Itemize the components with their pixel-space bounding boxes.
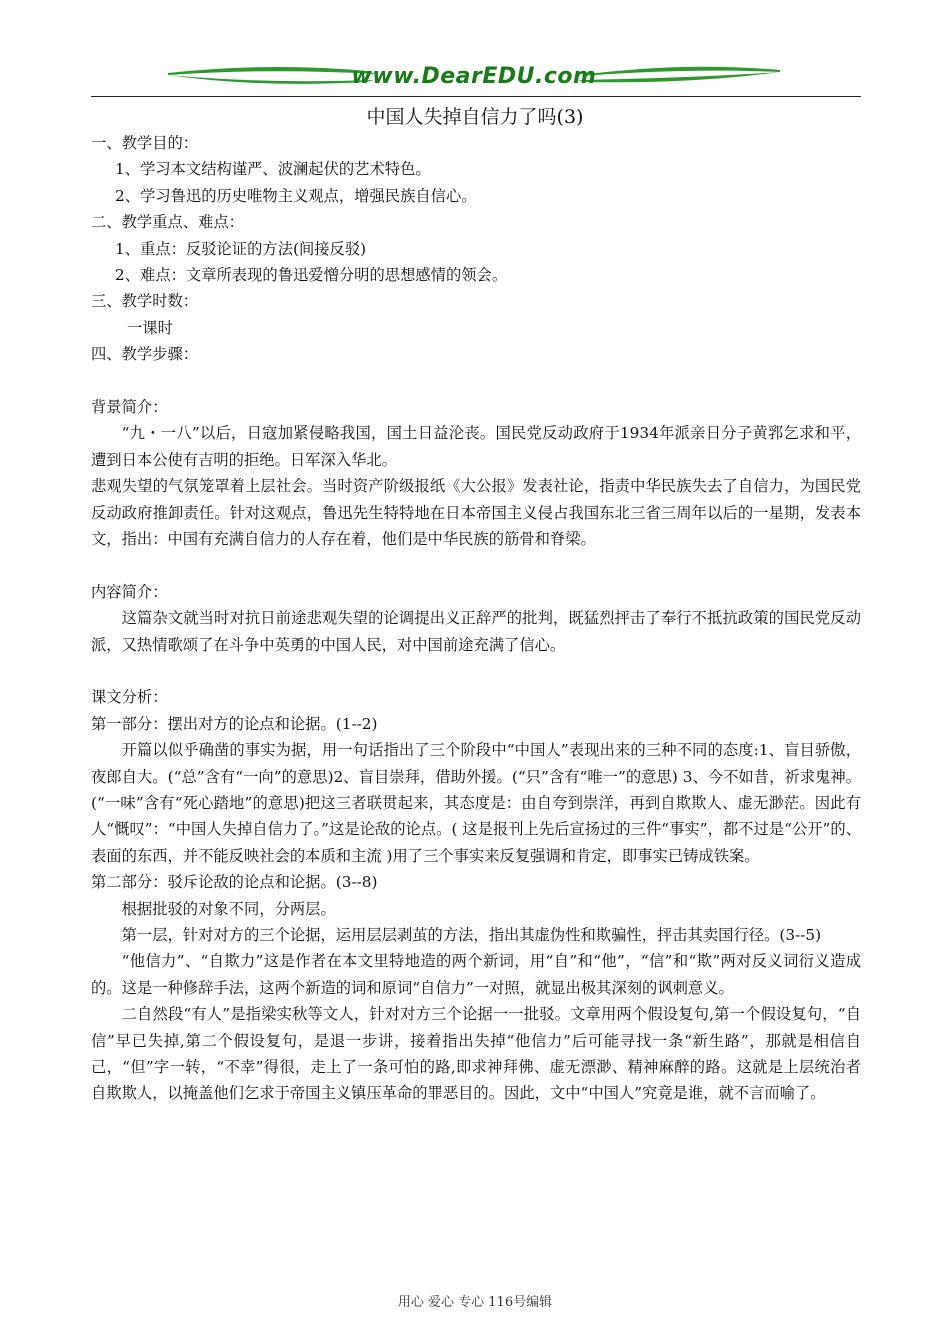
logo-text: www.DearEDU.com [351,64,597,89]
document-body [91,130,861,1107]
background-paragraph-2: 悲观失望的气氛笼罩着上层社会。当时资产阶级报纸《大公报》发表社论，指责中华民族失去了自信力，为国民党反动政府推卸责任。针对这观点，鲁迅先生特特地在日本帝国主义侵占我国东北三省三周年以后的一星期，发表本文，指出：中国有充满自信力的人存在着，他们是中华民族的筋骨和脊梁。 [91,477,861,548]
content-intro-paragraph: 这篇杂文就当时对抗日前途悲观失望的论调提出义正辞严的批判，既猛烈抨击了奉行不抵抗政策的国民党反动派，又热情歌颂了在斗争中英勇的中国人民，对中国前途充满了信心。 [91,609,861,654]
part2-paragraph-1: 根据批驳的对象不同，分两层。 [121,899,336,918]
section-heading-steps: 四、教学步骤： [91,345,199,364]
objective-item-1: 1、学习本文结构谨严、波澜起伏的艺术特色。 [115,160,431,179]
header-divider [91,96,861,97]
section-heading-key-points: 二、教学重点、难点： [91,213,244,232]
page-footer: 用心 爱心 专心 116号编辑 [397,1295,553,1310]
background-paragraph-1: “九・一八”以后，日寇加紧侵略我国，国土日益沦丧。国民党反动政府于1934年派亲日分子黄郛乞求和平，遭到日本公使有吉明的拒绝。日军深入华北。 [91,424,861,469]
part1-heading: 第一部分：摆出对方的论点和论据。(1--2) [91,714,378,733]
background-heading: 背景简介： [91,397,168,416]
page-title: 中国人失掉自信力了吗(3) [366,106,584,128]
spacer [91,368,861,394]
key-point-item-2: 2、难点：文章所表现的鲁迅爱憎分明的思想感情的领会。 [115,265,508,284]
hours-item: 一课时 [127,318,173,337]
site-logo[interactable] [168,62,780,96]
part2-heading: 第二部分：驳斥论敌的论点和论据。(3--8) [91,873,378,892]
key-point-item-1: 1、重点：反驳论证的方法(间接反驳) [115,239,367,258]
content-intro-heading: 内容简介： [91,582,168,601]
part2-paragraph-4: 二自然段“有人”是指梁实秋等文人，针对对方三个论据一一批驳。文章用两个假设复句,第一个假设复句，“自信”早已失掉,第二个假设复句，是退一步讲，接着指出失掉“他信力”后可能寻找一条“新生路”，那就是相信自己，“但”字一转，“不幸”得很，走上了一条可怕的路,即求神拜佛、虚无漂渺、精神麻醉的路。这就是上层统治者自欺欺人，以掩盖他们乞求于帝国主义镇压革命的罪恶目的。因此，文中“中国人”究竟是谁，就不言而喻了。 [91,1005,861,1103]
section-heading-hours: 三、教学时数： [91,292,199,311]
part2-paragraph-3: “他信力”、“自欺力”这是作者在本文里特地造的两个新词，用“自”和“他”，“信”和“欺”两对反义词衍义造成的。这是一种修辞手法，这两个新造的词和原词“自信力”一对照，就显出极其深刻的讽刺意义。 [91,952,861,997]
spacer [91,658,861,684]
spacer [91,552,861,578]
objective-item-2: 2、学习鲁迅的历史唯物主义观点，增强民族自信心。 [115,186,477,205]
section-heading-objectives: 一、教学目的： [91,134,199,152]
analysis-heading: 课文分析： [91,688,168,707]
part2-paragraph-2: 第一层，针对对方的三个论据，运用层层剥茧的方法，指出其虚伪性和欺骗性，抨击其卖国行径。(3--5) [121,925,822,944]
part1-paragraph: 开篇以似乎确凿的事实为据，用一句话指出了三个阶段中“中国人”表现出来的三种不同的态度:1、盲目骄傲，夜郎自大。(“总”含有“一向”的意思)2、盲目崇拜，借助外援。(“只”含有“唯一”的意思) 3、今不如昔，祈求鬼神。(“一味”含有“死心踏地”的意思)把这三者联贯起来，其态度是：由自夸到崇洋，再到自欺欺人、虚无渺茫。因此有人“慨叹”：“中国人失掉自信力了。”这是论敌的论点。( 这是报刊上先后宣扬过的三件“事实”，都不过是“公开”的、表面的东西，并不能反映社会的本质和主流 )用了三个事实来反复强调和肯定，即事实已铸成铁案。 [91,741,861,865]
